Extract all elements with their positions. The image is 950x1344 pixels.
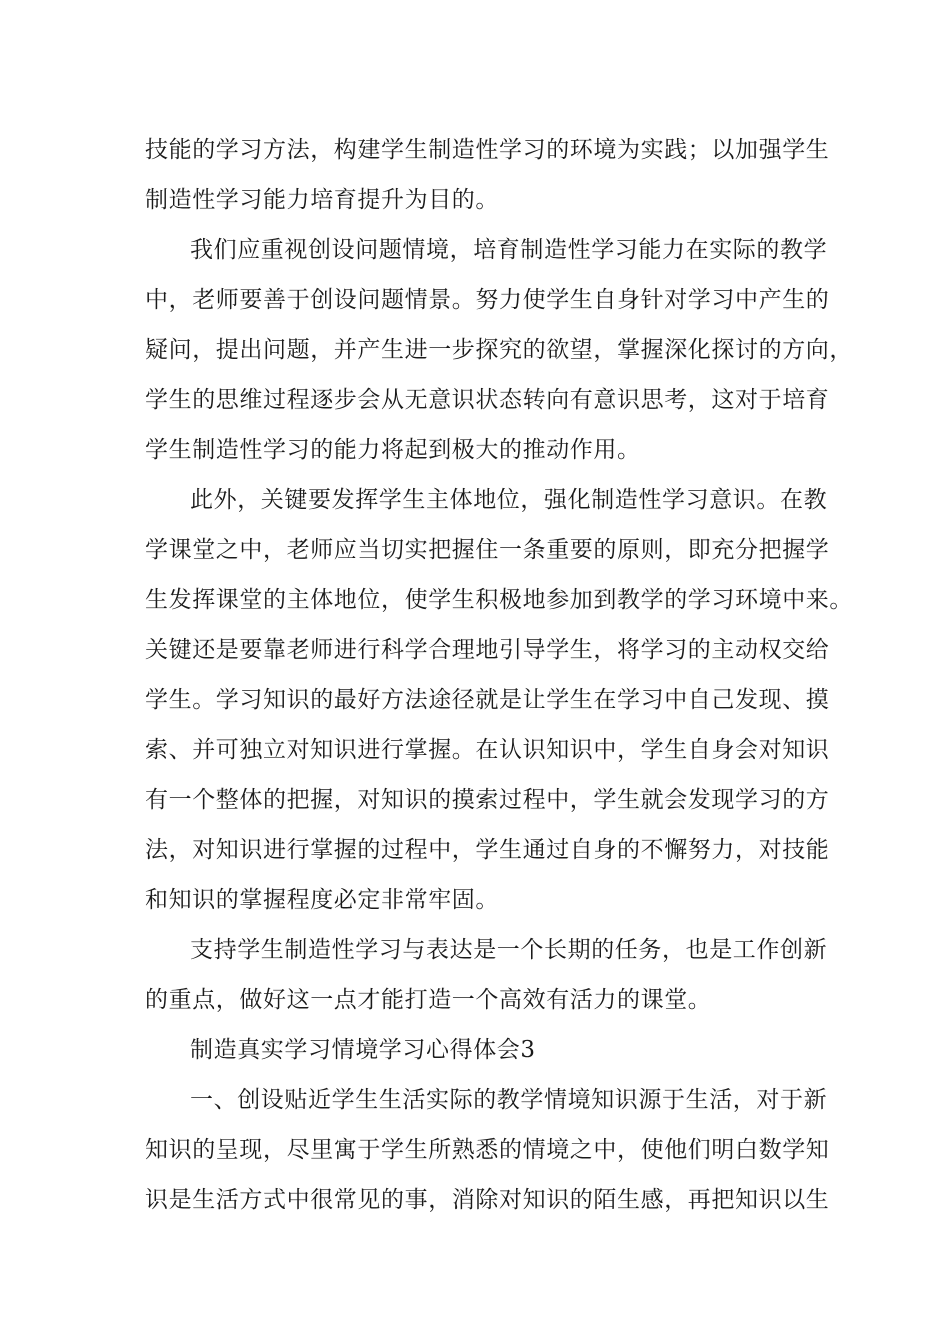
text-line: 和知识的掌握程度必定非常牢固。 bbox=[145, 887, 499, 913]
text-line: 学生的思维过程逐步会从无意识状态转向有意识思考，这对于培育 bbox=[145, 387, 830, 413]
text-line: 学课堂之中，老师应当切实把握住一条重要的原则，即充分把握学 bbox=[145, 537, 830, 563]
paragraph-first-line: 支持学生制造性学习与表达是一个长期的任务，也是工作创新 bbox=[190, 937, 828, 963]
text-line: 法，对知识进行掌握的过程中，学生通过自身的不懈努力，对技能 bbox=[145, 837, 830, 863]
text-line: 学生制造性学习的能力将起到极大的推动作用。 bbox=[145, 437, 641, 463]
text-line: 的重点，做好这一点才能打造一个高效有活力的课堂。 bbox=[145, 987, 712, 1013]
text-line: 中，老师要善于创设问题情景。努力使学生自身针对学习中产生的 bbox=[145, 287, 830, 313]
paragraph-first-line: 此外，关键要发挥学生主体地位，强化制造性学习意识。在教 bbox=[190, 487, 828, 513]
text-line: 制造性学习能力培育提升为目的。 bbox=[145, 187, 499, 213]
section-heading: 制造真实学习情境学习心得体会3 bbox=[190, 1037, 536, 1063]
text-line: 识是生活方式中很常见的事，消除对知识的陌生感，再把知识以生 bbox=[145, 1187, 830, 1213]
paragraph-first-line: 一、创设贴近学生生活实际的教学情境知识源于生活，对于新 bbox=[190, 1087, 828, 1113]
text-line: 技能的学习方法，构建学生制造性学习的环境为实践；以加强学生 bbox=[145, 137, 830, 163]
text-line: 疑问，提出问题，并产生进一步探究的欲望，掌握深化探讨的方向， bbox=[145, 337, 853, 363]
text-line: 知识的呈现，尽里寓于学生所熟悉的情境之中，使他们明白数学知 bbox=[145, 1137, 830, 1163]
text-line: 学生。学习知识的最好方法途径就是让学生在学习中自己发现、摸 bbox=[145, 687, 830, 713]
paragraph-first-line: 我们应重视创设问题情境，培育制造性学习能力在实际的教学 bbox=[190, 237, 828, 263]
text-line: 有一个整体的把握，对知识的摸索过程中，学生就会发现学习的方 bbox=[145, 787, 830, 813]
text-line: 关键还是要靠老师进行科学合理地引导学生，将学习的主动权交给 bbox=[145, 637, 830, 663]
text-line: 生发挥课堂的主体地位，使学生积极地参加到教学的学习环境中来。 bbox=[145, 587, 853, 613]
text-line: 索、并可独立对知识进行掌握。在认识知识中，学生自身会对知识 bbox=[145, 737, 830, 763]
